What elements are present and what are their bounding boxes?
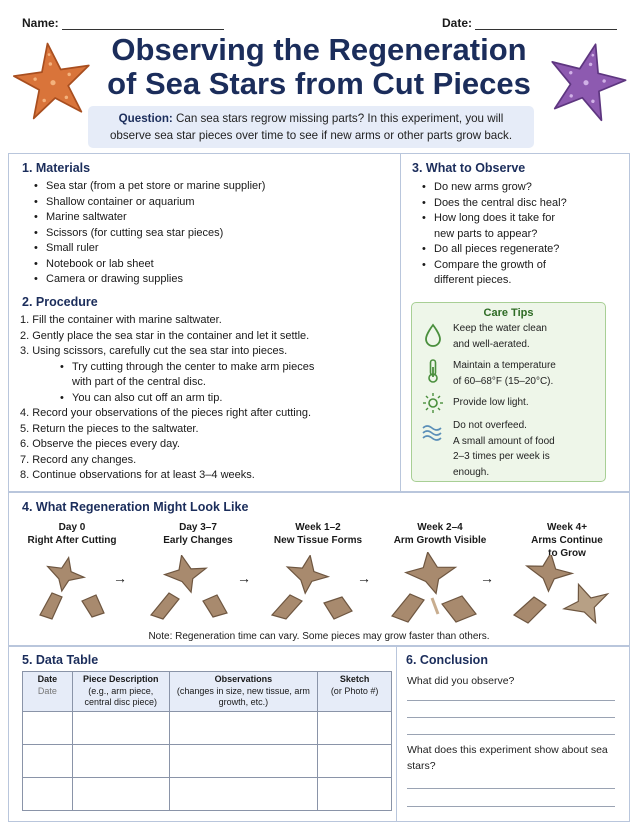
question-box: Question: Can sea stars regrow missing parts? In this experiment, you will observe sea star pieces over time to see if new arms or other parts grow back.: [88, 106, 534, 148]
list-item: • Small ruler: [32, 241, 392, 257]
list-item: • Compare the growth of: [420, 258, 625, 274]
stage-label: Week 4+ Arms Continue to Grow: [531, 522, 603, 559]
list-item: • Scissors (for cutting sea star pieces): [32, 226, 392, 242]
procedure-step: 4. Record your observations of the pieces right after cutting.: [20, 407, 312, 419]
list-item-continued: different pieces.: [434, 274, 512, 286]
list-item: • Sea star (from a pet store or marine supplier): [32, 179, 392, 195]
table-cell[interactable]: [72, 778, 169, 811]
list-item-continued: new parts to appear?: [434, 227, 538, 240]
procedure-step: 1. Fill the container with marine saltwater.: [20, 314, 222, 326]
table-cell[interactable]: [72, 745, 169, 778]
stage-label: Day 0 Right After Cutting: [27, 522, 117, 546]
answer-line[interactable]: [407, 806, 615, 807]
arrow-icon: →: [237, 570, 251, 586]
procedure-substep: • Try cutting through the center to make arm pieces: [20, 360, 395, 376]
procedure-step: 8. Continue observations for at least 3–4 weeks.: [20, 469, 255, 481]
materials-heading: 1. Materials: [22, 161, 91, 175]
date-line[interactable]: [475, 18, 617, 30]
table-row: [23, 778, 392, 811]
table-cell[interactable]: [23, 712, 73, 745]
answer-line[interactable]: [407, 700, 615, 701]
column-header-observations: Observations (changes in size, new tissue, arm growth, etc.): [169, 672, 318, 712]
arrow-icon: →: [113, 570, 127, 586]
table-cell[interactable]: [23, 778, 73, 811]
care-tip: Keep the water clean and well-aerated.: [453, 323, 547, 350]
table-cell[interactable]: [169, 712, 318, 745]
sun-icon: [422, 390, 444, 416]
page-title: Observing the Regeneration of Sea Stars from Cut Pieces: [107, 32, 531, 101]
care-tip: Maintain a temperature of 60–68°F (15–20°C).: [453, 360, 556, 387]
stage-day0-illustration: [22, 555, 122, 627]
stage-week4-illustration: [510, 555, 620, 630]
table-cell[interactable]: [318, 712, 392, 745]
procedure-heading: 2. Procedure: [22, 295, 98, 309]
care-tip: Do not overfeed. A small amount of food 2–3 times per week is enough.: [453, 420, 555, 478]
arrow-icon: →: [480, 570, 494, 586]
date-field[interactable]: Date:: [442, 16, 617, 30]
water-drop-icon: [422, 322, 444, 348]
table-cell[interactable]: [23, 745, 73, 778]
table-row: [23, 745, 392, 778]
table-cell[interactable]: [318, 745, 392, 778]
name-line[interactable]: [62, 18, 224, 30]
purple-starfish-illustration: [543, 38, 629, 124]
procedure-step: 6. Observe the pieces every day.: [20, 438, 180, 450]
stage-label: Week 1–2 New Tissue Forms: [273, 522, 363, 546]
column-header-date: Date Date: [23, 672, 73, 712]
table-row: [23, 712, 392, 745]
orange-starfish-illustration: [10, 38, 96, 124]
procedure-substep: • You can also cut off an arm tip.: [20, 391, 395, 407]
table-cell[interactable]: [169, 745, 318, 778]
procedure-substep-cont: with part of the central disc.: [72, 376, 206, 388]
list-item: • Do all pieces regenerate?: [420, 242, 625, 258]
name-field[interactable]: Name:: [22, 16, 224, 30]
list-item: • Marine saltwater: [32, 210, 392, 226]
conclusion-question-2: What does this experiment show about sea stars?: [407, 744, 608, 772]
observe-heading: 3. What to Observe: [412, 161, 526, 175]
answer-line[interactable]: [407, 717, 615, 718]
list-item: • Camera or drawing supplies: [32, 272, 392, 288]
upper-divider: [400, 153, 401, 492]
column-header-sketch: Sketch (or Photo #): [318, 672, 392, 712]
procedure-step: 3. Using scissors, carefully cut the sea star into pieces.: [20, 345, 288, 357]
table-cell[interactable]: [72, 712, 169, 745]
procedure-step: 7. Record any changes.: [20, 453, 137, 466]
list-item: • How long does it take for: [420, 211, 625, 227]
waves-icon: [421, 420, 443, 446]
data-table: [22, 671, 392, 811]
observe-list: [420, 180, 625, 289]
care-tip: Provide low light.: [453, 397, 529, 408]
care-tips-heading: Care Tips: [483, 307, 534, 319]
materials-list: [32, 179, 392, 288]
list-item: • Does the central disc heal?: [420, 196, 625, 212]
table-cell[interactable]: [318, 778, 392, 811]
stage-label: Day 3–7 Early Changes: [163, 522, 233, 546]
stage-day3-illustration: [143, 555, 243, 627]
thermometer-icon: [422, 358, 444, 384]
stage-week1-illustration: [266, 555, 366, 627]
procedure-step: 2. Gently place the sea star in the container and let it settle.: [20, 329, 310, 342]
regeneration-note: Note: Regeneration time can vary. Some pieces may grow faster than others.: [148, 631, 490, 642]
data-table-heading: 5. Data Table: [22, 653, 99, 667]
regeneration-heading: 4. What Regeneration Might Look Like: [22, 500, 249, 514]
procedure-list: [20, 313, 395, 484]
stage-week2-illustration: [386, 552, 486, 628]
conclusion-question-1: What did you observe?: [407, 675, 515, 687]
list-item: • Do new arms grow?: [420, 180, 625, 196]
conclusion-heading: 6. Conclusion: [406, 653, 488, 667]
column-header-piece: Piece Description (e.g., arm piece, central disc piece): [72, 672, 169, 712]
stage-label: Week 2–4 Arm Growth Visible: [393, 522, 487, 546]
answer-line[interactable]: [407, 734, 615, 735]
table-cell[interactable]: [169, 778, 318, 811]
answer-line[interactable]: [407, 788, 615, 789]
arrow-icon: →: [357, 570, 371, 586]
list-item: • Shallow container or aquarium: [32, 195, 392, 211]
procedure-step: 5. Return the pieces to the saltwater.: [20, 422, 199, 435]
list-item: • Notebook or lab sheet: [32, 257, 392, 273]
lower-divider: [396, 646, 397, 822]
